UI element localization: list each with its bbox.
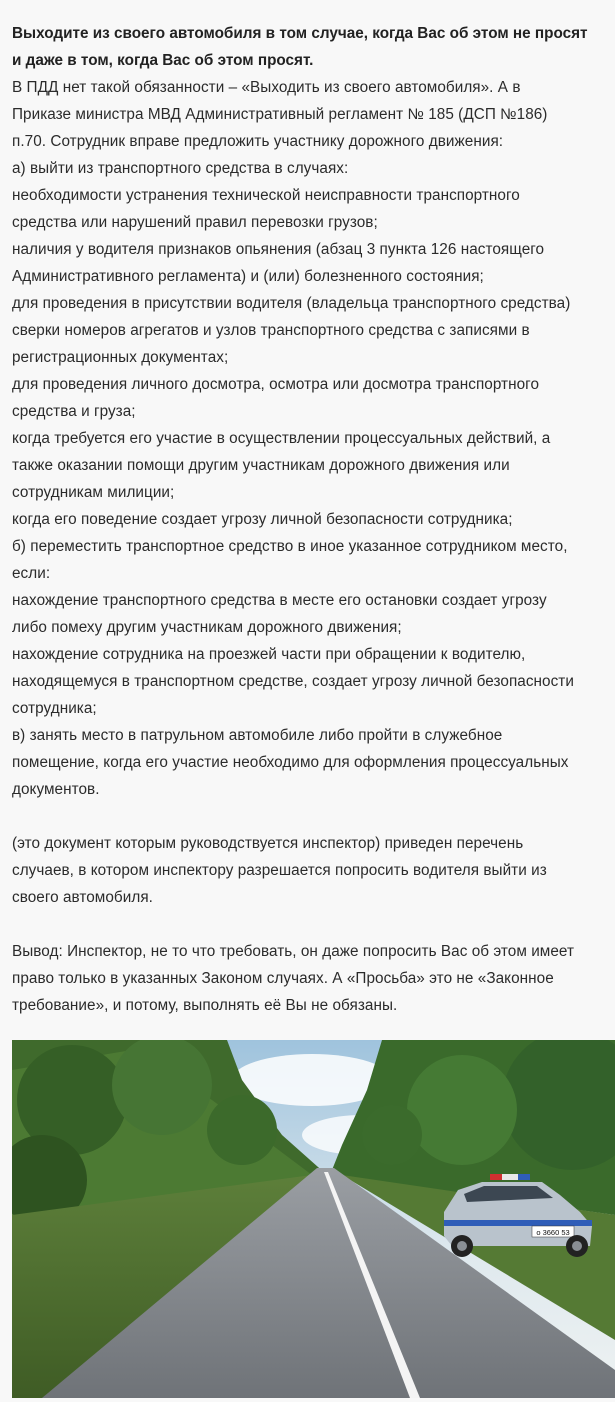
note-paragraph (12, 830, 612, 911)
body-line: Административного регламента) и (или) болезненного состояния; (12, 268, 484, 285)
body-line: сотрудникам милиции; (12, 484, 175, 501)
body-line: когда требуется его участие в осуществлении процессуальных действий, а (12, 430, 551, 447)
body-line: помещение, когда его участие необходимо для оформления процессуальных (12, 754, 569, 771)
body-line: б) переместить транспортное средство в иное указанное сотрудником место, (12, 538, 568, 555)
body-line: нахождение сотрудника на проезжей части при обращении к водителю, (12, 646, 526, 663)
body-line: В ПДД нет такой обязанности – «Выходить из своего автомобиля». А в (12, 79, 521, 96)
body-line: сверки номеров агрегатов и узлов транспортного средства с записями в (12, 322, 530, 339)
conclusion-line: требование», и потому, выполнять её Вы не обязаны. (12, 997, 398, 1014)
note-line: своего автомобиля. (12, 889, 153, 906)
body-line: необходимости устранения технической неисправности транспортного (12, 187, 520, 204)
body-line: а) выйти из транспортного средства в случаях: (12, 160, 349, 177)
road-police-car-photo (12, 1040, 615, 1398)
body-line: находящемуся в транспортном средстве, создает угрозу личной безопасности (12, 673, 574, 690)
body-line: Приказе министра МВД Административный регламент № 185 (ДСП №186) (12, 106, 548, 123)
article-heading-line: Выходите из своего автомобиля в том случае, когда Вас об этом не просят (12, 25, 588, 42)
paragraph-gap (12, 911, 612, 938)
conclusion-line: право только в указанных Законом случаях. А «Просьба» это не «Законное (12, 970, 554, 987)
plate-text: о 3660 53 (536, 1228, 570, 1237)
body-line: п.70. Сотрудник вправе предложить участнику дорожного движения: (12, 133, 504, 150)
body-line: средства и груза; (12, 403, 136, 420)
article-heading-line: и даже в том, когда Вас об этом просят. (12, 52, 314, 69)
note-line: (это документ которым руководствуется инспектор) приведен перечень (12, 835, 524, 852)
paragraph-gap (12, 803, 612, 830)
body-line: для проведения в присутствии водителя (владельца транспортного средства) (12, 295, 571, 312)
body-line: также оказании помощи другим участникам дорожного движения или (12, 457, 510, 474)
body-line: документов. (12, 781, 100, 798)
body-line: средства или нарушений правил перевозки грузов; (12, 214, 378, 231)
body-line: сотрудника; (12, 700, 97, 717)
article-body (12, 74, 612, 803)
body-line: нахождение транспортного средства в месте его остановки создает угрозу (12, 592, 547, 609)
article (12, 20, 612, 1019)
note-line: случаев, в котором инспектору разрешается попросить водителя выйти из (12, 862, 547, 879)
body-line: в) занять место в патрульном автомобиле либо пройти в служебное (12, 727, 503, 744)
body-line: либо помеху другим участникам дорожного движения; (12, 619, 402, 636)
conclusion-paragraph (12, 938, 612, 1019)
body-line: наличия у водителя признаков опьянения (абзац 3 пункта 126 настоящего (12, 241, 545, 258)
body-line: регистрационных документах; (12, 349, 229, 366)
conclusion-line: Вывод: Инспектор, не то что требовать, он даже попросить Вас об этом имеет (12, 943, 575, 960)
body-line: если: (12, 565, 51, 582)
body-line: для проведения личного досмотра, осмотра или досмотра транспортного (12, 376, 540, 393)
body-line: когда его поведение создает угрозу личной безопасности сотрудника; (12, 511, 513, 528)
